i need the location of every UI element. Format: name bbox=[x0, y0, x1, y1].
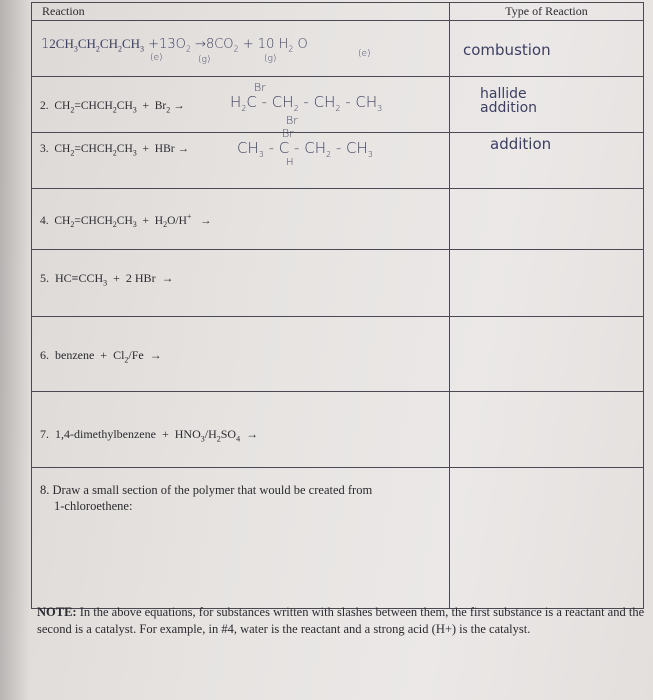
reaction-cell-8[interactable] bbox=[32, 468, 450, 609]
table-row bbox=[32, 317, 644, 392]
row3-type: addition bbox=[490, 135, 552, 153]
row1-state-g2: (g) bbox=[264, 54, 277, 64]
row6-equation: 6. benzene + $Cl_2/Fe$ → bbox=[40, 348, 162, 365]
table-row bbox=[32, 189, 644, 250]
reaction-cell-5[interactable] bbox=[32, 250, 450, 317]
type-cell-6[interactable] bbox=[450, 317, 644, 392]
table-row bbox=[32, 392, 644, 468]
type-cell-8[interactable] bbox=[450, 468, 644, 609]
reaction-column-header: Reaction bbox=[32, 3, 450, 21]
row8-question: 8. Draw a small section of the polymer that would be created from 1-chloroethene: bbox=[40, 483, 373, 513]
row5-equation: 5. $HC\equiv CCH_3 + 2$ HBr → bbox=[40, 271, 174, 288]
row1-state-g: (g) bbox=[198, 55, 211, 65]
reaction-cell-3[interactable] bbox=[32, 127, 450, 189]
row1-state-l: (e) bbox=[358, 49, 371, 59]
type-cell-1[interactable] bbox=[450, 21, 644, 77]
note-text: In the above equations, for substances written with slashes between them, the first substance is a reactant and the second is a catalyst. For example, in #4, water is the reactant and a strong acid (H+) is the catalyst. bbox=[37, 605, 645, 636]
type-column-header: Type of Reaction bbox=[450, 3, 644, 21]
row3-br-top: Br bbox=[282, 127, 294, 140]
row1-handwritten-equation: $12CH_3CH_2CH_2CH_3 +13O_2 \to 8CO_2 + 10$ $H_2$ O bbox=[41, 36, 308, 54]
type-cell-4[interactable] bbox=[450, 189, 644, 250]
reaction-cell-1[interactable] bbox=[32, 21, 450, 77]
table-row bbox=[32, 77, 644, 133]
reaction-cell-7[interactable] bbox=[32, 392, 450, 468]
row3-equation: 3. $CH_2=CHCH_2CH_3$ + HBr → bbox=[40, 143, 189, 158]
row3-handwritten-product: $CH_3$ - C - $CH_2 - CH_3$ bbox=[237, 139, 373, 159]
row4-equation: 4. $CH_2=CHCH_2CH_3 + H_2O/H^+$ → bbox=[40, 212, 212, 230]
reaction-cell-2[interactable] bbox=[32, 77, 450, 133]
table-header-row bbox=[32, 3, 644, 21]
row2-type: hallide addition bbox=[480, 86, 538, 116]
reaction-cell-6[interactable] bbox=[32, 317, 450, 392]
note-label: NOTE: bbox=[37, 605, 77, 619]
note-paragraph bbox=[37, 604, 647, 638]
page-shadow bbox=[0, 0, 30, 700]
row1-state-e: (e) bbox=[150, 53, 163, 63]
reaction-table bbox=[31, 2, 644, 609]
type-cell-2[interactable] bbox=[450, 77, 644, 133]
row2-equation: 2. $CH_2=CHCH_2CH_3 + Br_2$ → bbox=[40, 100, 185, 115]
type-cell-7[interactable] bbox=[450, 392, 644, 468]
row1-type: combustion bbox=[463, 41, 551, 59]
table-row bbox=[32, 21, 644, 77]
row3-h-bottom: H bbox=[286, 157, 294, 168]
table-row bbox=[32, 133, 644, 189]
table-row bbox=[32, 250, 644, 317]
row2-br-bottom: Br bbox=[286, 114, 298, 127]
row7-equation: 7. 1,4-dimethylbenzene + $HNO_3/H_2SO_4$ → bbox=[40, 427, 259, 444]
reaction-cell-4[interactable] bbox=[32, 189, 450, 250]
row2-handwritten-product: $H_2C - CH_2 - CH_2 - CH_3$ bbox=[230, 93, 383, 113]
table-row bbox=[32, 468, 644, 609]
type-cell-3[interactable] bbox=[450, 133, 644, 189]
type-cell-5[interactable] bbox=[450, 250, 644, 317]
row2-br-top: Br bbox=[254, 81, 266, 94]
